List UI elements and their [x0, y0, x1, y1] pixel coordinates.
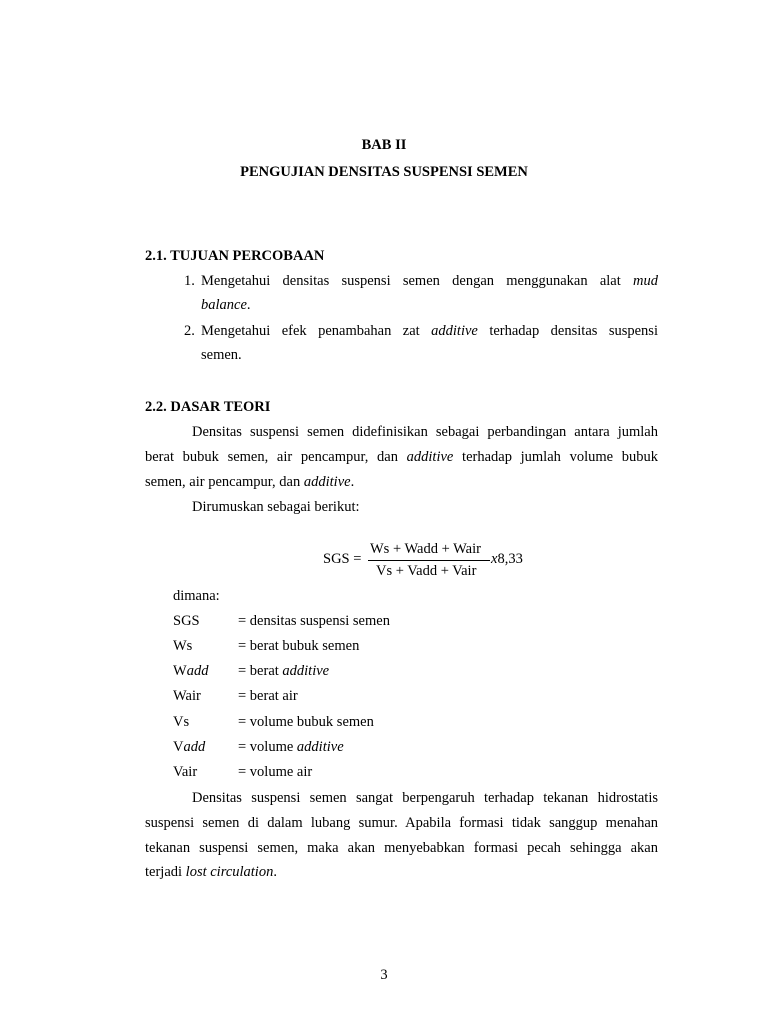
definition-row: [173, 663, 329, 680]
definition-symbol: Ws: [173, 638, 193, 654]
definition-symbol: Vair: [173, 764, 198, 780]
definition-symbol: SGS: [173, 613, 200, 629]
formula-intro: Dirumuskan sebagai berikut:: [192, 499, 360, 515]
definition-row: [173, 764, 312, 781]
definition-desc: = volume additive: [238, 739, 344, 755]
definition-desc: = berat air: [238, 688, 298, 704]
definition-symbol: Vadd: [173, 739, 206, 755]
definition-row: [173, 638, 359, 655]
objective-number: 2.: [184, 323, 195, 339]
definition-row: [173, 714, 374, 731]
paragraph-line: semen, air pencampur, dan additive.: [145, 474, 355, 490]
chapter-label: BAB II: [361, 137, 407, 153]
definition-row: [173, 613, 390, 630]
section-heading-dasar-teori: 2.2. DASAR TEORI: [145, 399, 271, 415]
formula-factor: x8,33: [491, 551, 523, 567]
paragraph-line: terjadi lost circulation.: [145, 864, 277, 880]
fraction-bar: [368, 560, 490, 561]
formula-numerator: Ws + Wadd + Wair: [370, 541, 481, 557]
paragraph-line: berat bubuk semen, air pencampur, dan additive terhadap jumlah volume bubuk: [145, 449, 658, 465]
chapter-title: PENGUJIAN DENSITAS SUSPENSI SEMEN: [240, 164, 528, 180]
definition-desc: = berat bubuk semen: [238, 638, 360, 654]
page-number: 3: [380, 967, 388, 983]
definition-desc: = berat additive: [238, 663, 330, 679]
formula-denominator: Vs + Vadd + Vair: [376, 563, 477, 579]
objective-line: balance.: [201, 297, 251, 313]
objective-number: 1.: [184, 273, 195, 289]
objective-line: Mengetahui densitas suspensi semen dengan menggunakan alat mud: [201, 273, 658, 289]
definition-symbol: Wadd: [173, 663, 209, 679]
formula-lhs: SGS =: [323, 551, 362, 567]
definition-symbol: Wair: [173, 688, 201, 704]
where-label: dimana:: [173, 588, 220, 604]
paragraph-line: suspensi semen di dalam lubang sumur. Apabila formasi tidak sanggup menahan: [145, 815, 658, 831]
definition-desc: = volume bubuk semen: [238, 714, 374, 730]
paragraph-line: tekanan suspensi semen, maka akan menyebabkan formasi pecah sehingga akan: [145, 840, 658, 856]
definition-desc: = volume air: [238, 764, 313, 780]
definition-row: [173, 739, 344, 756]
definition-symbol: Vs: [173, 714, 190, 730]
paragraph-line: Densitas suspensi semen didefinisikan sebagai perbandingan antara jumlah: [192, 424, 658, 440]
definition-desc: = densitas suspensi semen: [238, 613, 390, 629]
paragraph-line: Densitas suspensi semen sangat berpengaruh terhadap tekanan hidrostatis: [192, 790, 658, 806]
definition-row: [173, 688, 298, 705]
objective-line: semen.: [201, 347, 242, 363]
objective-line: Mengetahui efek penambahan zat additive terhadap densitas suspensi: [201, 323, 658, 339]
section-heading-tujuan: 2.1. TUJUAN PERCOBAAN: [145, 248, 325, 264]
